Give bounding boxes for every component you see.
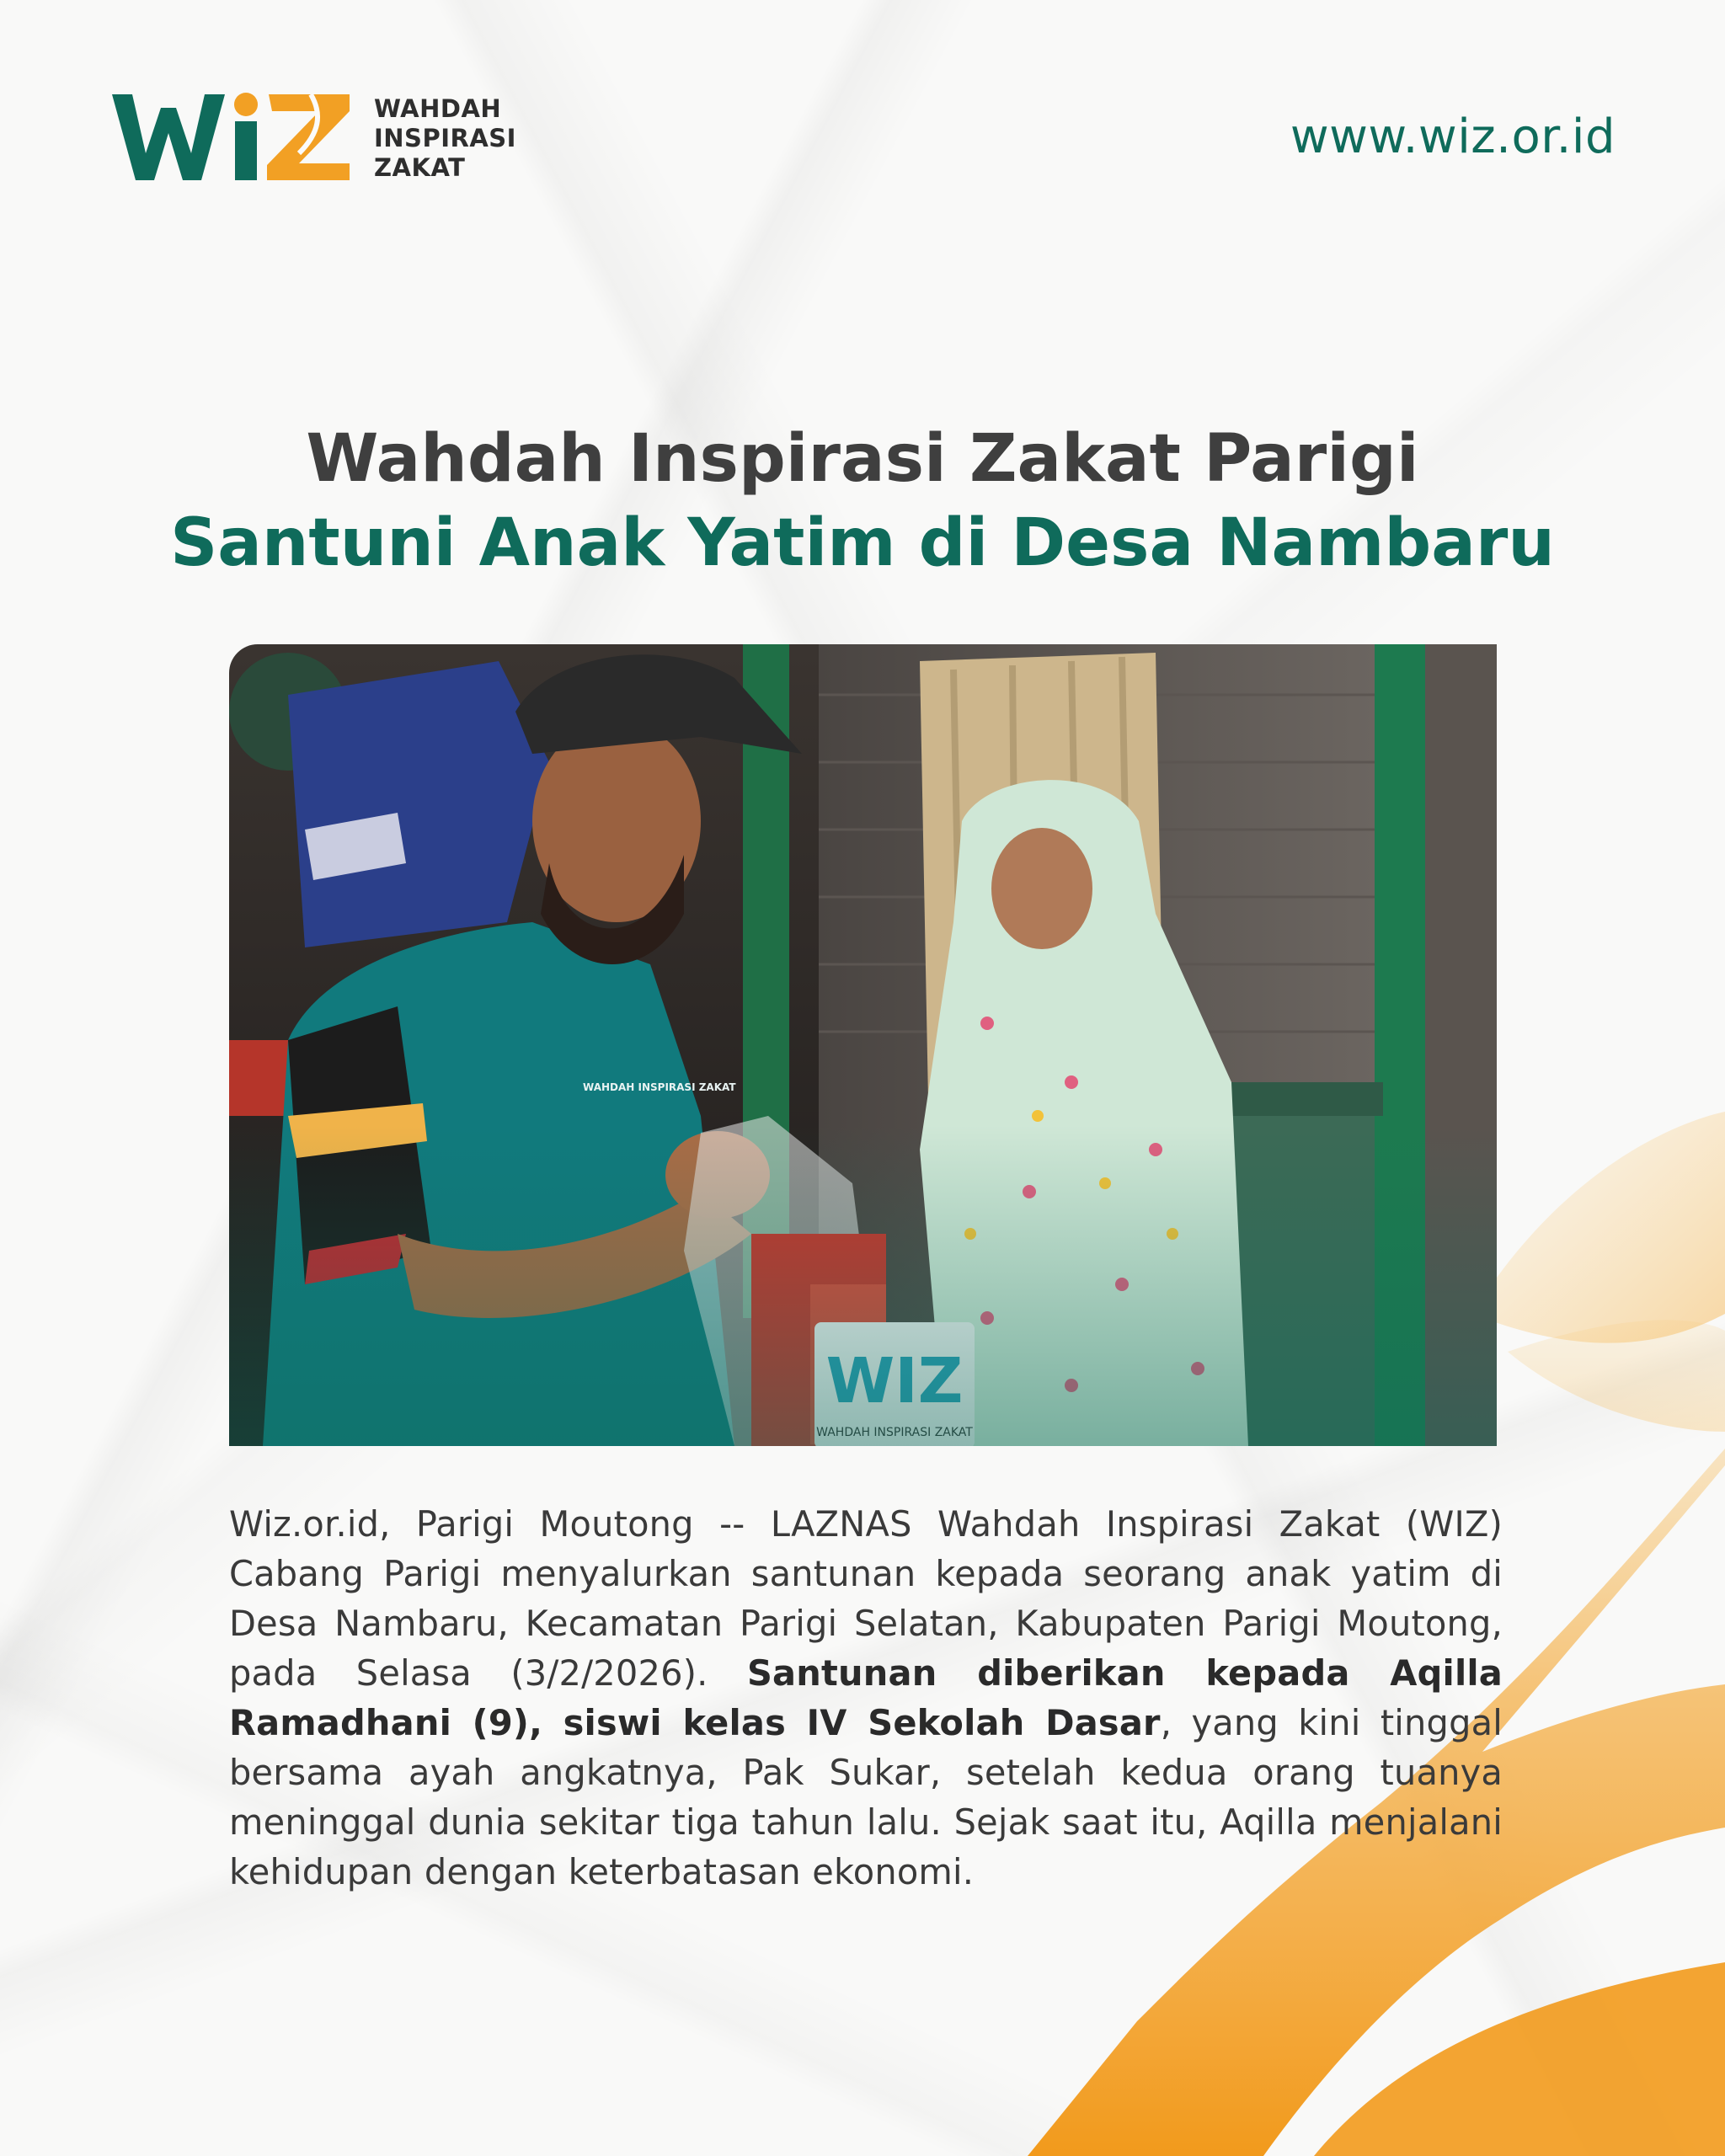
- tagline-line-3: ZAKAT: [374, 152, 466, 182]
- tagline-line-2: INSPIRASI: [374, 123, 516, 152]
- website-link[interactable]: www.wiz.or.id: [1290, 109, 1616, 164]
- news-photo: [229, 644, 1497, 1446]
- headline-line-1: Wahdah Inspirasi Zakat Parigi: [306, 421, 1419, 497]
- article-body: [229, 1499, 1503, 1897]
- photo-illustration: [229, 644, 1497, 1446]
- article-intro: Wiz.or.id, Parigi Moutong -- LAZNAS Wahdah Inspirasi Zakat (WIZ) Cabang Parigi menyalurkan santunan kepada seorang anak yatim di Desa Nambaru, Kecamatan Parigi Selatan, Kabupaten Parigi Moutong, pada Selasa (3/2/2026).: [229, 1503, 1503, 1694]
- article-continuation: , yang kini tinggal bersama ayah angkatnya, Pak Sukar, setelah kedua orang tuanya meninggal dunia sekitar tiga tahun lalu. Sejak saat itu, Aqilla menjalani kehidupan dengan keterbatasan ekonomi.: [229, 1702, 1503, 1892]
- wiz-logo-icon: [112, 91, 352, 185]
- tagline-line-1: WAHDAH: [374, 93, 502, 123]
- wiz-logo-mark: [112, 91, 352, 185]
- headline-line-2: Santuni Anak Yatim di Desa Nambaru: [170, 505, 1555, 581]
- wiz-logo[interactable]: [112, 91, 516, 185]
- logo-tagline: [374, 94, 516, 183]
- article-highlight: Santunan diberikan kepada Aqilla Ramadhani (9), siswi kelas IV Sekolah Dasar: [229, 1652, 1503, 1743]
